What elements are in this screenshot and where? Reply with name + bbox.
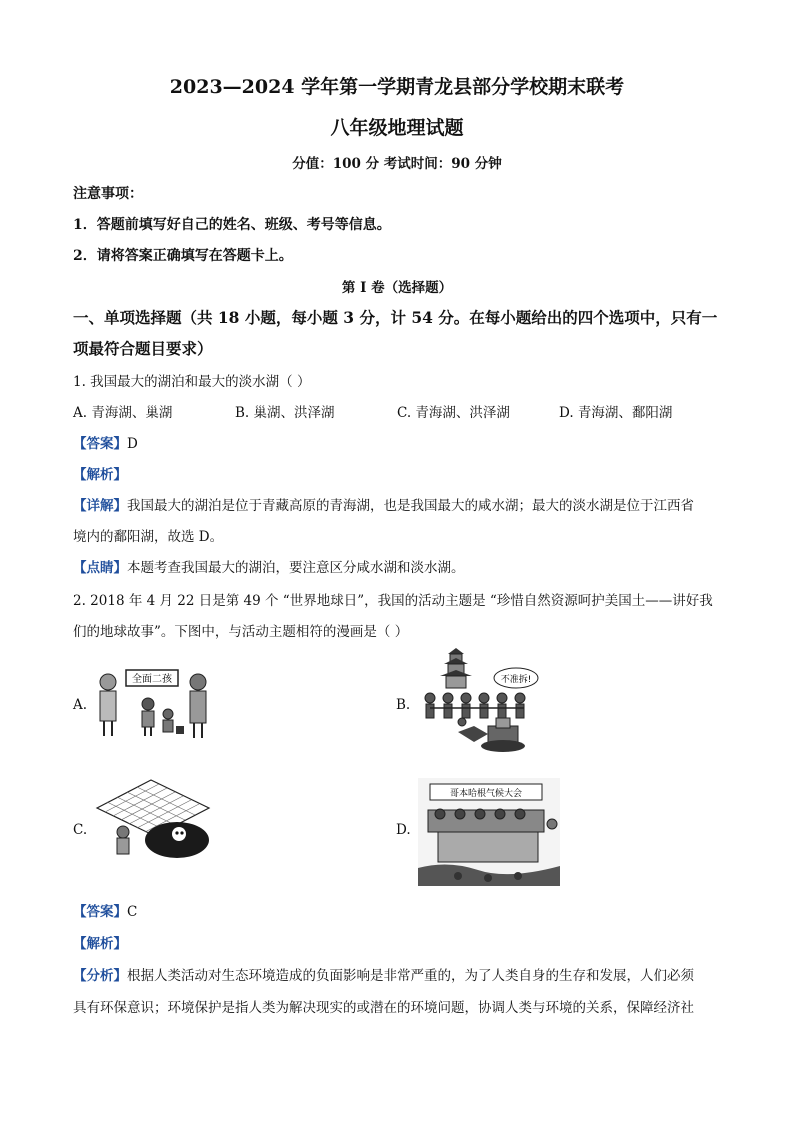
q2-answer [73,900,721,920]
q1-stem: 1. 我国最大的湖泊和最大的淡水湖（ ） [73,374,311,390]
fenxi-tag: 【分析】 [73,968,127,984]
detail-tag: 【详解】 [73,498,127,514]
answer-tag: 【答案】 [73,904,127,920]
q2-choice-c-label: C. [73,822,88,838]
cartoon-b [418,648,543,756]
svg-text:不准拆!: 不准拆! [500,675,532,685]
comment-tag: 【点睛】 [73,560,127,576]
q1-answer [73,432,721,452]
note-item: 1．答题前填写好自己的姓名、班级、考号等信息。 [73,217,391,233]
q2-choice-d-label: D. [396,822,411,838]
section-instruction: 一、单项选择题（共 18 小题，每小题 3 分，计 54 分。在每小题给出的四个选项中，只有一 [73,308,718,327]
note-item: 2．请将答案正确填写在答题卡上。 [73,248,293,264]
q1-answer-value: D [127,436,138,452]
cartoon-c [93,778,213,860]
q1-detail-cont: 境内的鄱阳湖，故选 D。 [73,529,224,545]
q2-stem-cont: 们的地球故事”。下图中，与活动主题相符的漫画是（ ） [73,624,409,640]
q2-answer-value: C [127,904,138,920]
q2-choice-a-label: A. [73,697,88,713]
svg-text:全面二孩: 全面二孩 [132,674,172,685]
cartoon-a [94,664,214,742]
q2-choice-b-label: B. [396,697,411,713]
q1-detail: 【详解】我国最大的湖泊是位于青藏高原的青海湖，也是我国最大的咸水湖；最大的淡水湖是位于江西省 [73,498,694,514]
section-instruction-cont: 项最符合题目要求） [73,339,213,358]
cartoon-d [418,778,560,886]
volume-heading: 第 I 卷（选择题） [341,280,453,296]
notes-heading: 注意事项： [73,186,143,202]
q1-option-d: D. 青海湖、鄱阳湖 [559,405,673,421]
exam-subtitle: 八年级地理试题 [330,117,464,139]
exam-title: 2023—2024 学年第一学期青龙县部分学校期末联考 [169,76,625,98]
score-time: 分值：100 分 考试时间：90 分钟 [292,156,502,172]
q2-fenxi-cont: 具有环保意识；环境保护是指人类为解决现实的或潜在的环境问题，协调人类与环境的关系，保障经济社 [73,1000,694,1016]
q1-option-c: C. 青海湖、洪泽湖 [397,405,510,421]
q1-comment: 【点睛】本题考查我国最大的湖泊，要注意区分咸水湖和淡水湖。 [73,560,465,576]
q1-option-a: A. 青海湖、巢湖 [73,405,173,421]
svg-text:哥本哈根气候大会: 哥本哈根气候大会 [449,789,523,799]
q2-analysis-tag: 【解析】 [73,936,127,952]
q1-option-b: B. 巢湖、洪泽湖 [235,405,335,421]
q1-analysis-tag: 【解析】 [73,467,127,483]
q2-stem: 2. 2018 年 4 月 22 日是第 49 个 “世界地球日”，我国的活动主题是 “珍惜自然资源呵护美国土——讲好我 [73,593,713,609]
q1-options [73,401,721,421]
answer-tag: 【答案】 [73,436,127,452]
q2-fenxi: 【分析】根据人类活动对生态环境造成的负面影响是非常严重的，为了人类自身的生存和发展，人们必须 [73,968,694,984]
